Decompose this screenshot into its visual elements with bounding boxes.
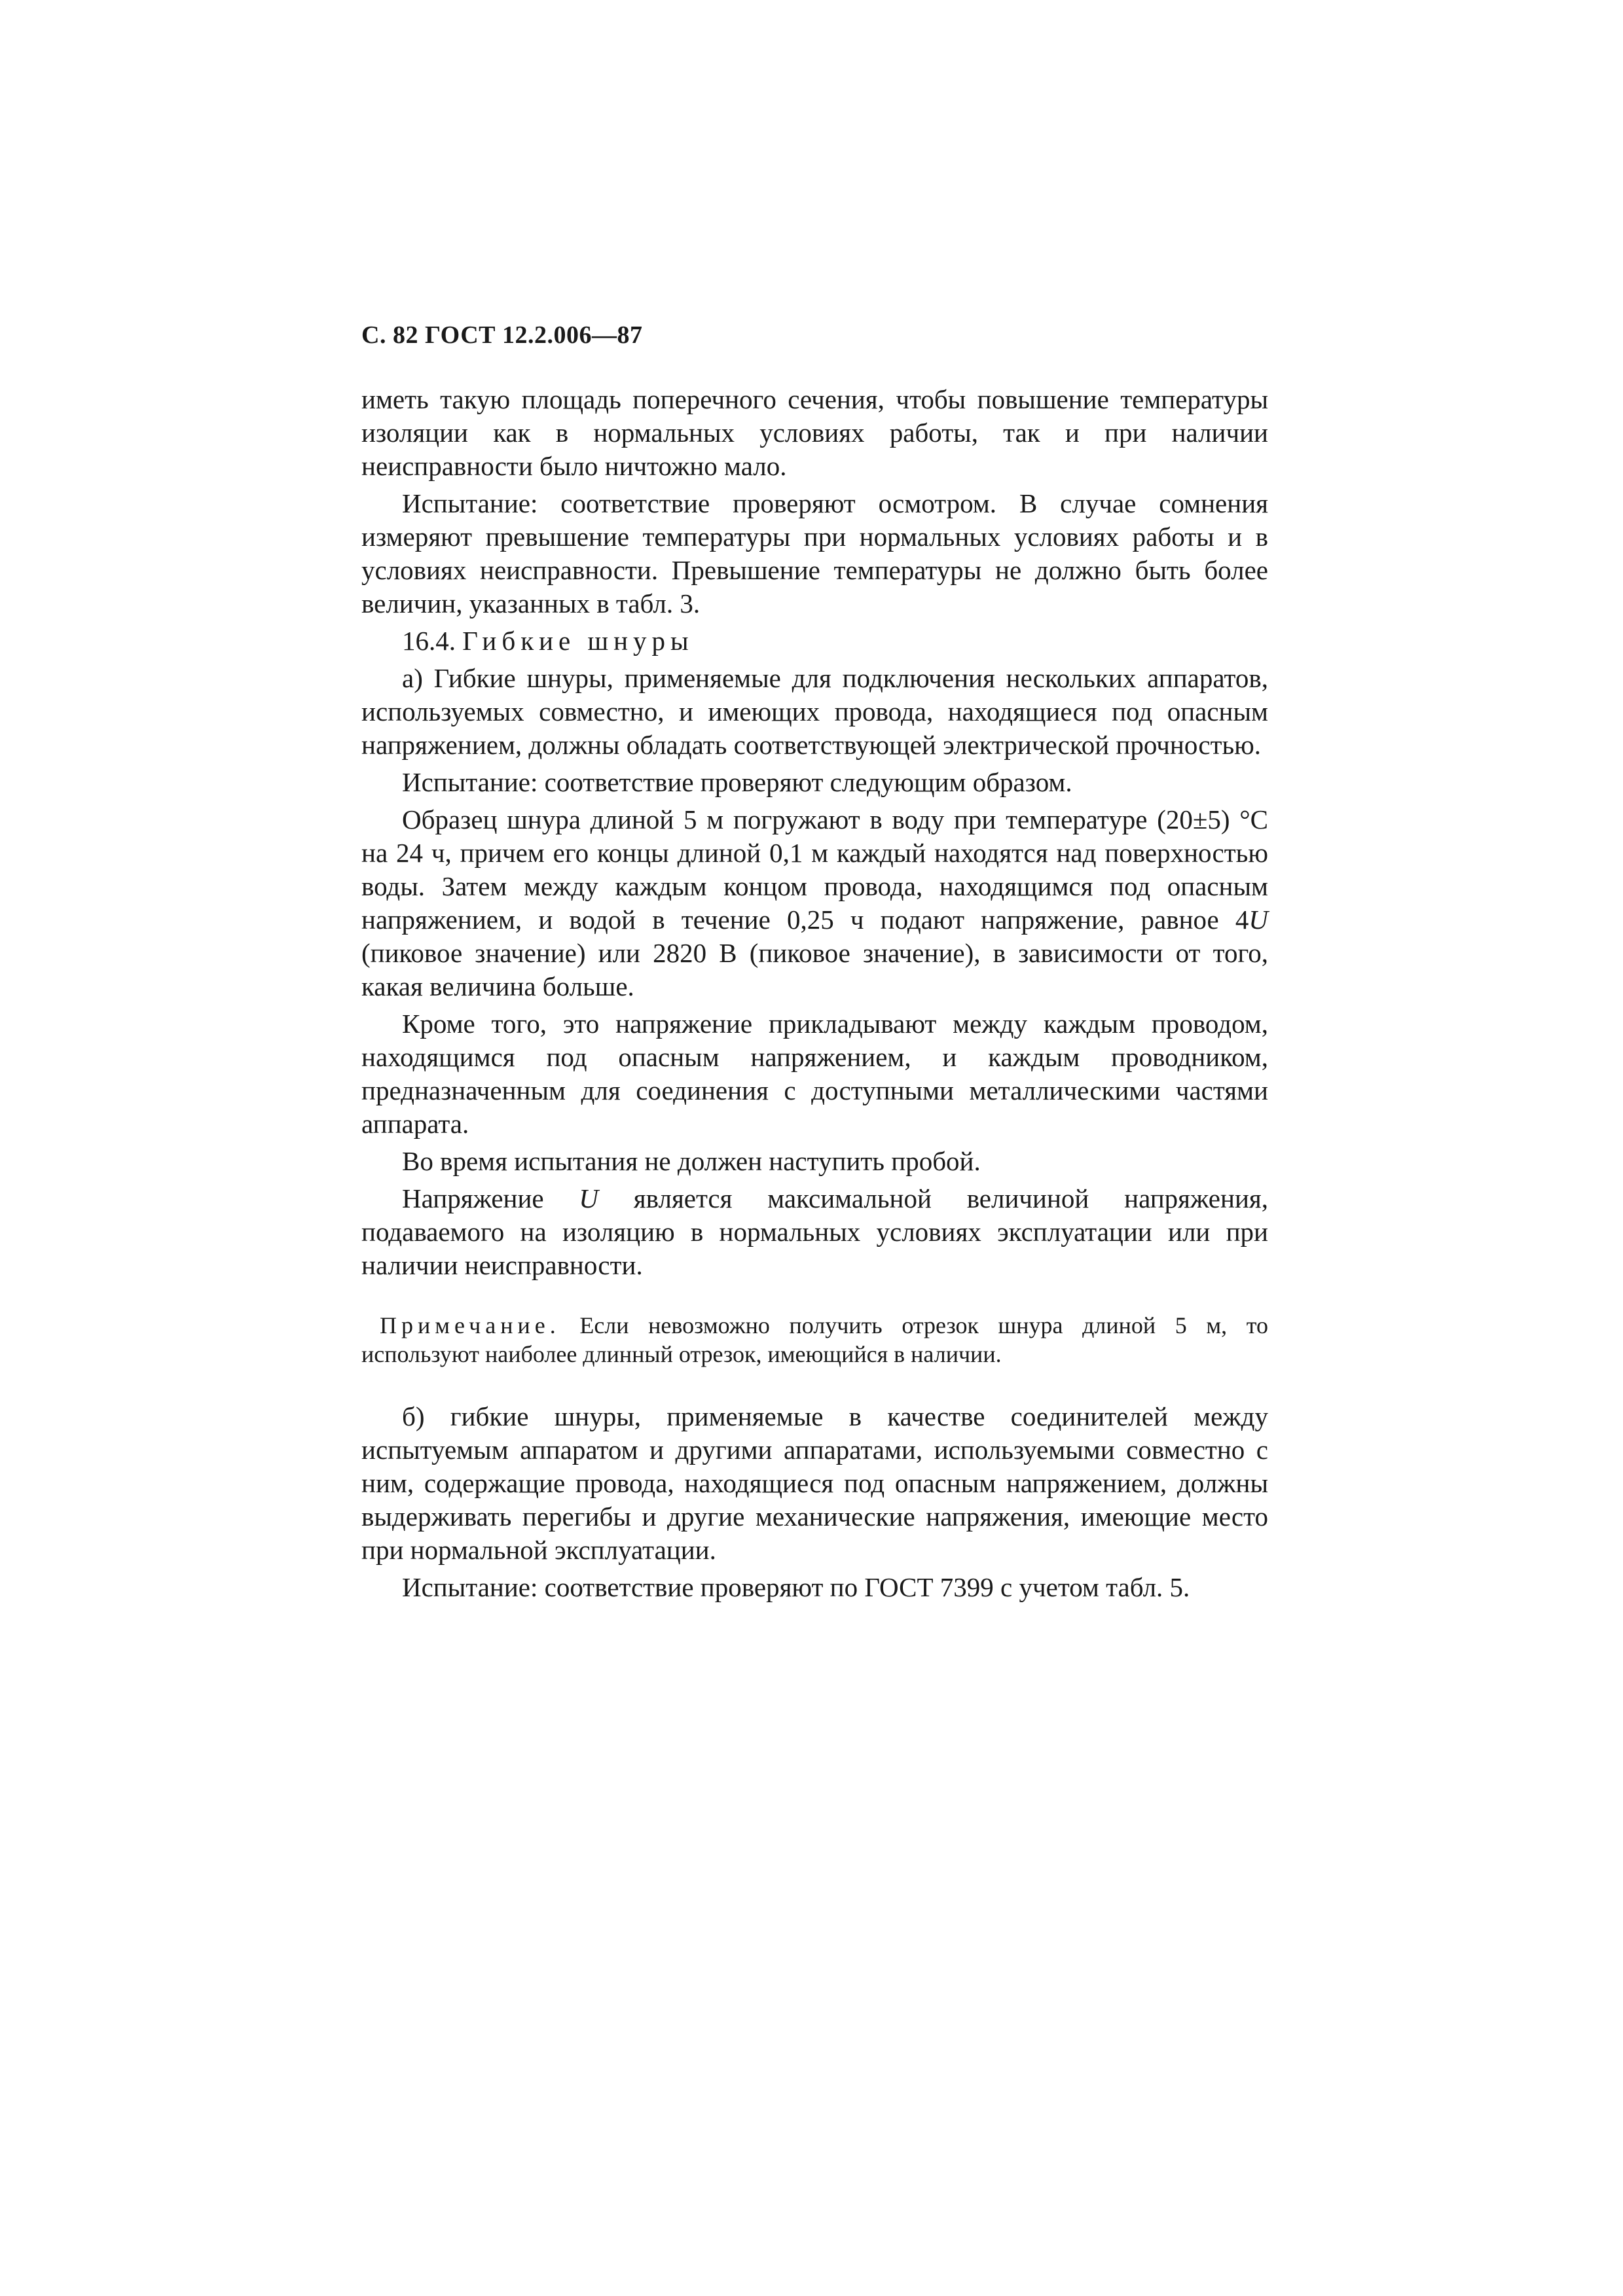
- paragraph-sample-procedure: [361, 803, 1268, 1003]
- voltage-definition-text-1: Напряжение: [402, 1183, 579, 1213]
- document-body: [361, 383, 1268, 1608]
- note-text: Если невозможно получить отрезок шнура длиной 5 м, то используют наиболее длинный отрезок, имеющийся в наличии.: [361, 1312, 1268, 1367]
- paragraph-additional-voltage: Кроме того, это напряжение прикладывают между каждым проводом, находящимся под опасным напряжением, и каждым проводником, предназначенным для соединения с доступными металлическими частями аппарата.: [361, 1009, 1268, 1139]
- sample-procedure-text-1: Образец шнура длиной 5 м погружают в воду при температуре (20±5) °С на 24 ч, причем его концы длиной 0,1 м каждый находятся над поверхностью воды. Затем между каждым концом провода, находящимся под опасным напряжением, и водой в течение 0,25 ч подают напряжение, равное 4: [361, 804, 1268, 935]
- voltage-variable: U: [1249, 905, 1268, 935]
- voltage-variable: U: [579, 1183, 599, 1213]
- paragraph-voltage-definition: [361, 1182, 1268, 1282]
- section-heading: [361, 624, 1268, 658]
- section-number: 16.4.: [402, 626, 456, 656]
- paragraph-no-breakdown: Во время испытания не должен наступить пробой.: [402, 1146, 981, 1176]
- paragraph-item-a: а) Гибкие шнуры, применяемые для подключения нескольких аппаратов, используемых совместно, и имеющих провода, находящиеся под опасным напряжением, должны обладать соответствующей электрической прочностью.: [361, 663, 1268, 760]
- section-title: Гибкие шнуры: [462, 626, 694, 656]
- page-header: С. 82 ГОСТ 12.2.006—87: [361, 321, 643, 349]
- paragraph-test-gost: Испытание: соответствие проверяют по ГОСТ 7399 с учетом табл. 5.: [402, 1572, 1190, 1602]
- sample-procedure-text-2: (пиковое значение) или 2820 В (пиковое значение), в зависимости от того, какая величина больше.: [361, 938, 1268, 1001]
- paragraph-item-b: б) гибкие шнуры, применяемые в качестве соединителей между испытуемым аппаратом и другими аппаратами, используемыми совместно с ним, содержащие провода, находящиеся под опасным напряжением, должны выдерживать перегибы и другие механические напряжения, имеющие место при нормальной эксплуатации.: [361, 1401, 1268, 1565]
- paragraph-test-method: Испытание: соответствие проверяют следующим образом.: [402, 767, 1072, 797]
- note: [361, 1311, 1268, 1369]
- paragraph-test-inspection: Испытание: соответствие проверяют осмотром. В случае сомнения измеряют превышение температуры при нормальных условиях работы и в условиях неисправности. Превышение температуры не должно быть более величин, указанных в табл. 3.: [361, 488, 1268, 619]
- voltage-definition-text-2: является максимальной величиной напряжения, подаваемого на изоляцию в нормальных условиях эксплуатации или при наличии неисправности.: [361, 1183, 1268, 1280]
- paragraph-continuation: иметь такую площадь поперечного сечения, чтобы повышение температуры изоляции как в нормальных условиях работы, так и при наличии неисправности было ничтожно мало.: [361, 384, 1268, 481]
- note-label: Примечание.: [380, 1312, 560, 1338]
